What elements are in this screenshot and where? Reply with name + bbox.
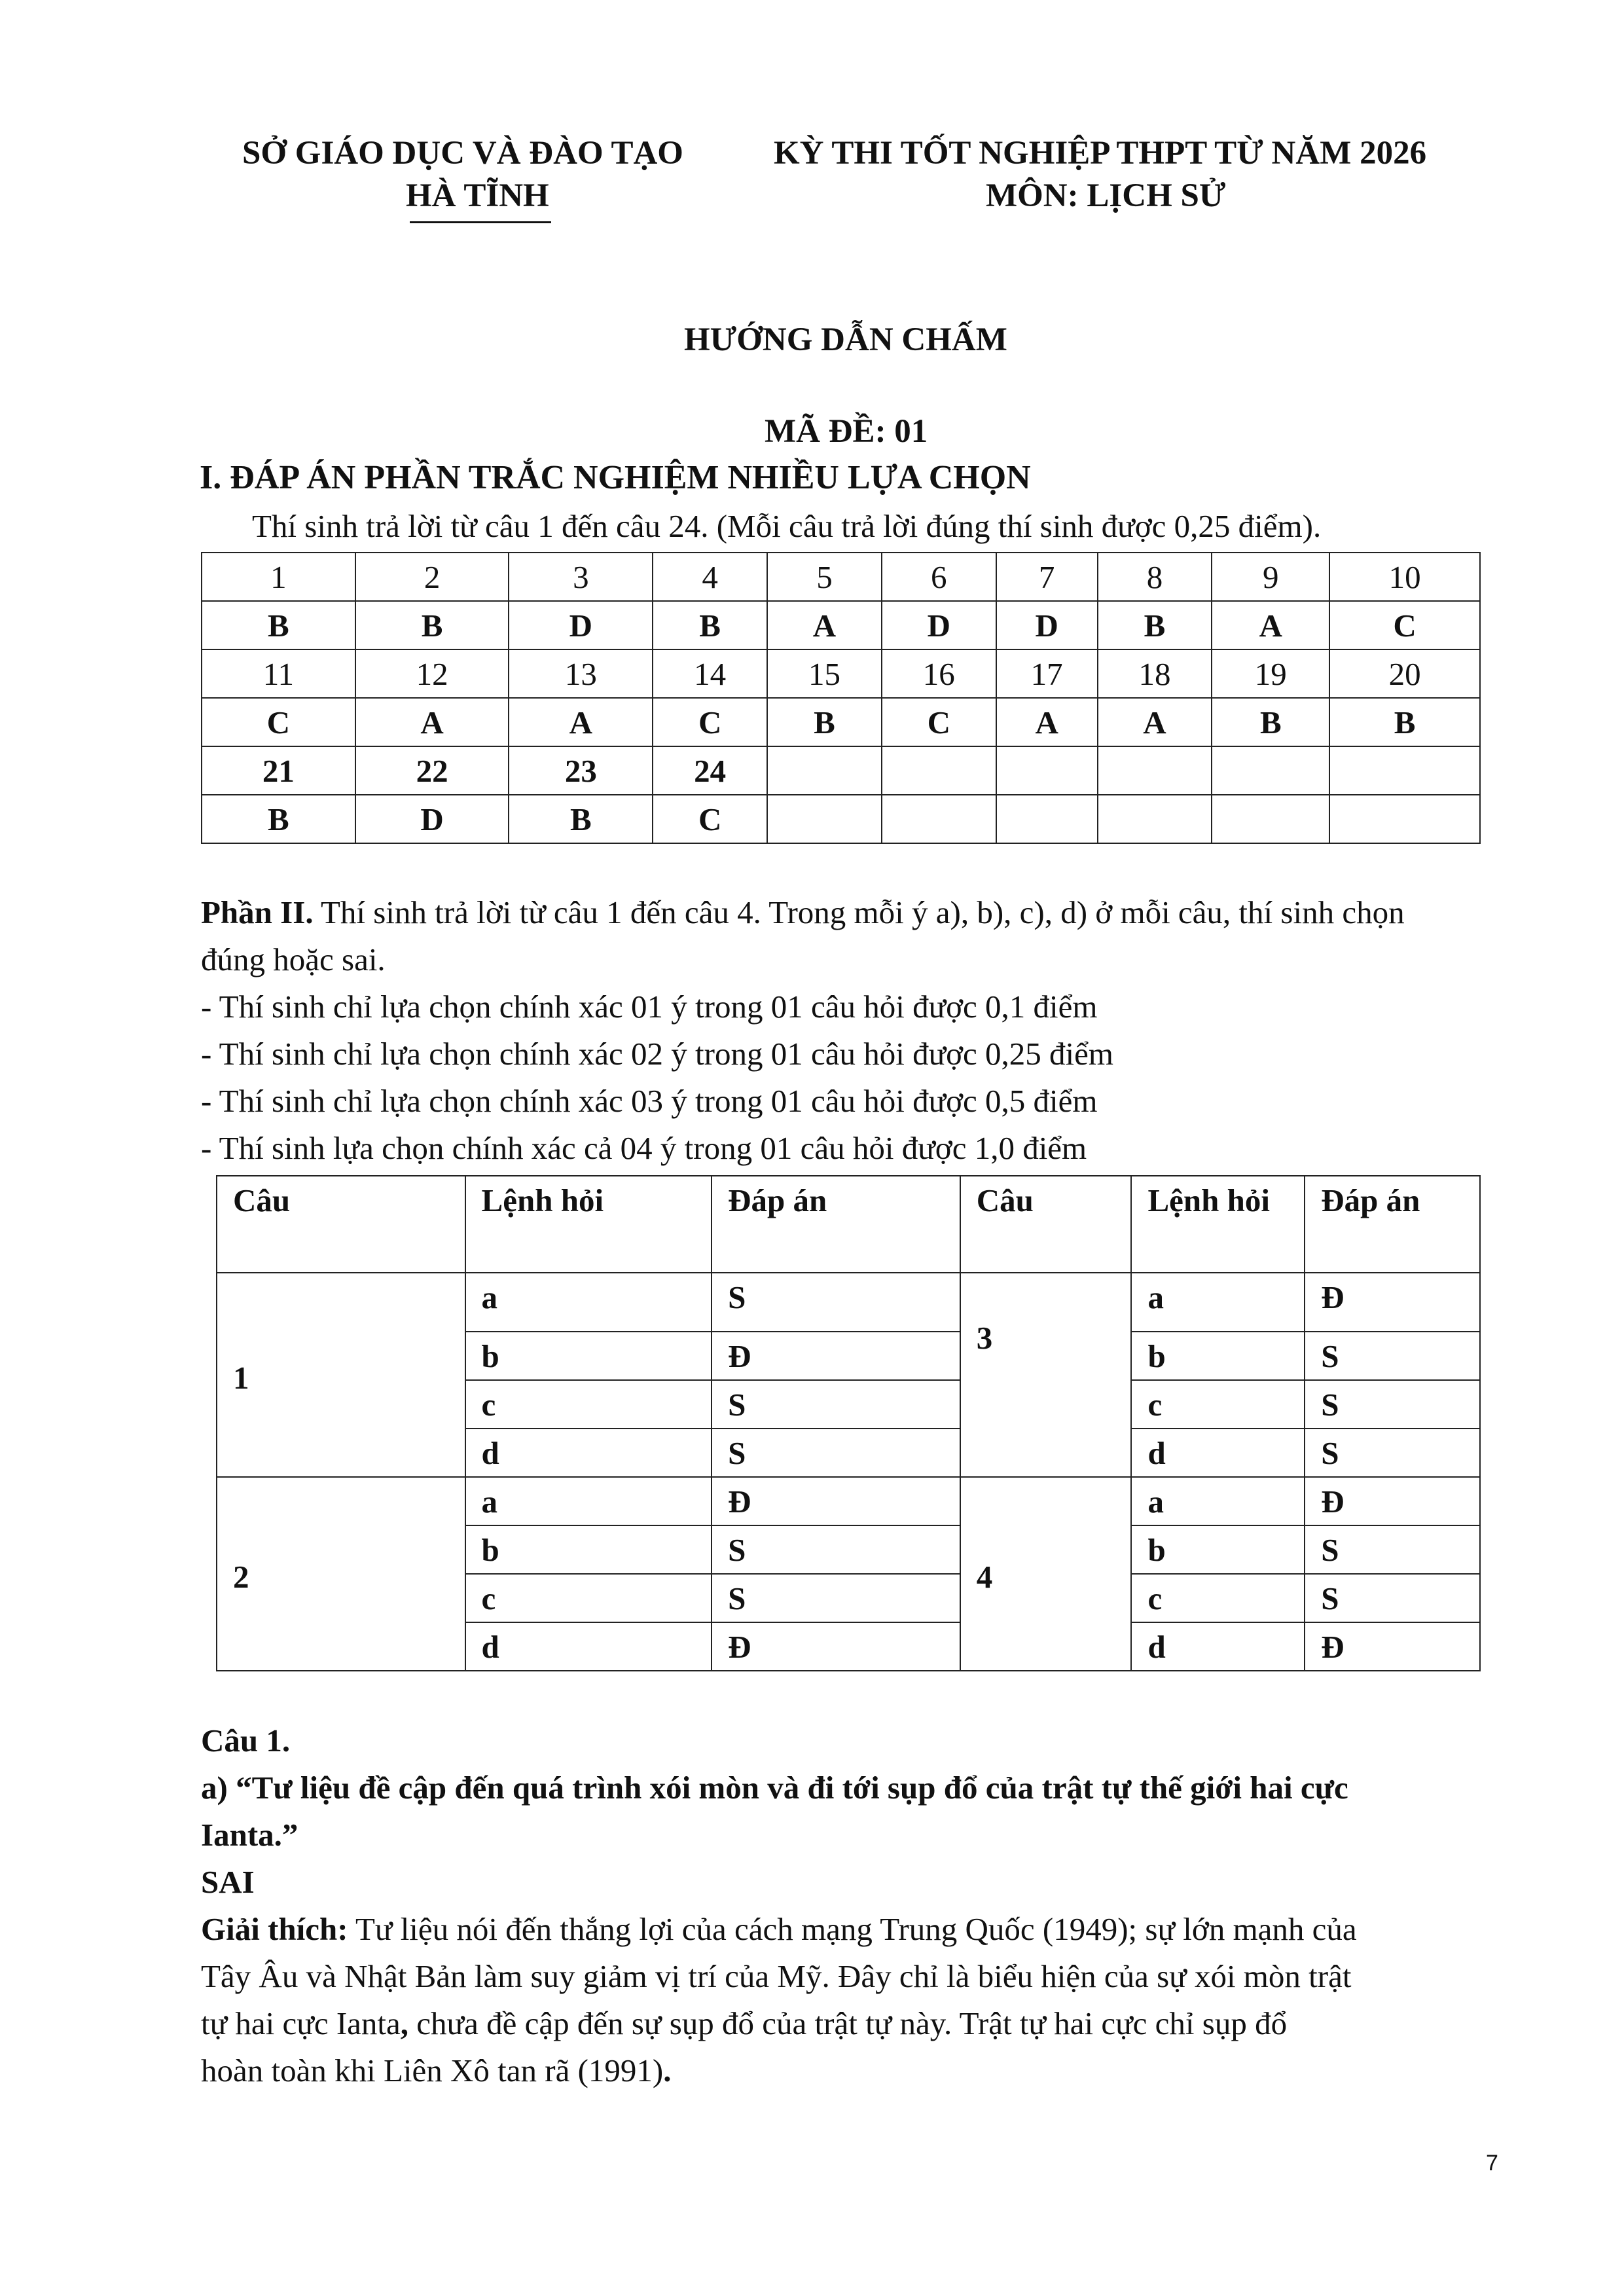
question-number-cell: 14 [653,649,767,698]
header-cell: Câu [960,1176,1132,1273]
answer-cell: C [653,795,767,843]
question-number-cell: 12 [355,649,509,698]
question-number: 1 [217,1273,465,1477]
item-letter: b [465,1525,712,1574]
scoring-rule: - Thí sinh chỉ lựa chọn chính xác 01 ý trong 01 câu hỏi được 0,1 điểm [201,989,1098,1025]
item-answer: Đ [1305,1477,1480,1525]
question-number-cell [1212,746,1329,795]
subject-name: MÔN: LỊCH SỬ [986,177,1226,214]
verdict: SAI [201,1864,255,1900]
explanation-period: . [663,2052,672,2088]
item-answer: S [1305,1429,1480,1477]
item-answer: Đ [1305,1622,1480,1671]
answer-cell [882,795,996,843]
question-number-cell: 3 [509,553,653,601]
question-number-cell: 23 [509,746,653,795]
answer-cell: D [509,601,653,649]
question-number-cell: 8 [1098,553,1212,601]
answer-cell: A [996,698,1098,746]
answer-cell: D [355,795,509,843]
question-number-cell [1098,746,1212,795]
question-number-cell [882,746,996,795]
item-answer: S [712,1574,960,1622]
department-name: SỞ GIÁO DỤC VÀ ĐÀO TẠO [242,135,683,172]
explanation-line [201,2052,671,2089]
question-number-cell: 6 [882,553,996,601]
question-number-cell: 13 [509,649,653,698]
question-number-cell: 1 [202,553,355,601]
question-number-cell: 2 [355,553,509,601]
province-name: HÀ TĨNH [406,177,549,214]
answer-cell: B [1212,698,1329,746]
province-underline [410,221,551,223]
scoring-rule: - Thí sinh chỉ lựa chọn chính xác 02 ý trong 01 câu hỏi được 0,25 điểm [201,1036,1114,1072]
item-letter: a [465,1273,712,1332]
question-number-cell: 7 [996,553,1098,601]
question-number-cell: 19 [1212,649,1329,698]
header-cell: Đáp án [712,1176,960,1273]
answer-cell: A [1212,601,1329,649]
answer-cell: B [653,601,767,649]
explanation-line [201,2005,1287,2042]
answer-cell [767,795,882,843]
header-cell: Lệnh hỏi [1131,1176,1305,1273]
explanation-text: chưa đề cập đến sự sụp đổ của trật tự này. Trật tự hai cực chỉ sụp đổ [408,2005,1288,2041]
item-letter: b [1131,1332,1305,1380]
item-answer: S [1305,1525,1480,1574]
item-answer: Đ [712,1332,960,1380]
exam-name: KỲ THI TỐT NGHIỆP THPT TỪ NĂM 2026 [774,135,1427,172]
answer-row [202,698,1480,746]
question-number-cell: 9 [1212,553,1329,601]
answer-cell: A [767,601,882,649]
answer-row [202,601,1480,649]
answer-cell: C [1329,601,1480,649]
question-number-cell: 15 [767,649,882,698]
question-number: 4 [960,1477,1132,1671]
answer-cell [1212,795,1329,843]
item-letter: c [465,1574,712,1622]
answer-cell: A [355,698,509,746]
item-letter: b [1131,1525,1305,1574]
item-letter: d [465,1622,712,1671]
item-answer: Đ [712,1477,960,1525]
item-answer: Đ [712,1622,960,1671]
item-answer: Đ [1305,1273,1480,1332]
question-number-cell: 24 [653,746,767,795]
page-title: HƯỚNG DẪN CHẤM [684,321,1007,358]
question-number-row [202,553,1480,601]
item-letter: a [465,1477,712,1525]
question-number: 2 [217,1477,465,1671]
header-cell: Đáp án [1305,1176,1480,1273]
question-number-cell [767,746,882,795]
answer-cell: B [355,601,509,649]
question-number-row [202,649,1480,698]
item-letter: d [465,1429,712,1477]
question-number-cell: 11 [202,649,355,698]
part1-heading: I. ĐÁP ÁN PHẦN TRẮC NGHIỆM NHIỀU LỰA CHỌN [200,459,1031,496]
question-number-cell: 20 [1329,649,1480,698]
part2-intro-cont: đúng hoặc sai. [201,941,386,977]
answer-cell: A [509,698,653,746]
explanation-label: Giải thích: [201,1911,348,1947]
part1-instruction: Thí sinh trả lời từ câu 1 đến câu 24. (Mỗi câu trả lời đúng thí sinh được 0,25 điểm). [252,508,1322,544]
question-number-cell: 5 [767,553,882,601]
question-number: 3 [960,1273,1132,1477]
answer-cell: B [1098,601,1212,649]
item-answer: S [712,1525,960,1574]
answer-cell [1098,795,1212,843]
answer-cell: B [1329,698,1480,746]
item-letter: b [465,1332,712,1380]
explanation-text: Tư liệu nói đến thắng lợi của cách mạng Trung Quốc (1949); sự lớn mạnh của [348,1911,1357,1947]
question-number-row [202,746,1480,795]
statement-line: Ianta.” [201,1817,298,1853]
answer-row [202,795,1480,843]
answer-cell: B [509,795,653,843]
explanation-line [201,1910,1357,1948]
question-number-cell: 10 [1329,553,1480,601]
item-answer: S [1305,1332,1480,1380]
answer-cell: C [653,698,767,746]
item-letter: a [1131,1477,1305,1525]
question-number-cell [996,746,1098,795]
item-letter: c [465,1380,712,1429]
answer-cell [1329,795,1480,843]
explanation-comma: , [400,2005,409,2041]
scoring-rule: - Thí sinh chỉ lựa chọn chính xác 03 ý trong 01 câu hỏi được 0,5 điểm [201,1083,1098,1119]
question-number-cell: 18 [1098,649,1212,698]
explanation-text: tự hai cực Ianta [201,2005,401,2041]
part2-intro-text: Thí sinh trả lời từ câu 1 đến câu 4. Trong mỗi ý a), b), c), d) ở mỗi câu, thí sinh chọn [313,894,1405,930]
explanation-heading: Câu 1. [201,1722,291,1758]
header-cell: Câu [217,1176,465,1273]
question-number-cell: 4 [653,553,767,601]
explanation-line: Tây Âu và Nhật Bản làm suy giảm vị trí của Mỹ. Đây chỉ là biểu hiện của sự xói mòn trật [201,1958,1352,1994]
question-number-cell: 16 [882,649,996,698]
header-cell: Lệnh hỏi [465,1176,712,1273]
item-answer: S [712,1273,960,1332]
item-letter: a [1131,1273,1305,1332]
answer-cell: D [882,601,996,649]
item-letter: d [1131,1622,1305,1671]
statement-line: a) “Tư liệu đề cập đến quá trình xói mòn và đi tới sụp đổ của trật tự thế giới hai cực [201,1770,1348,1806]
answer-cell: B [767,698,882,746]
answer-cell: B [202,601,355,649]
true-false-answer-table [216,1175,1481,1671]
part2-label: Phần II. [201,894,314,930]
question-number-cell: 21 [202,746,355,795]
answer-cell: A [1098,698,1212,746]
answer-cell: C [882,698,996,746]
item-answer: S [1305,1574,1480,1622]
question-number-cell: 22 [355,746,509,795]
item-answer: S [712,1429,960,1477]
item-letter: d [1131,1429,1305,1477]
mcq-answer-table [201,552,1481,844]
item-letter: c [1131,1380,1305,1429]
question-number-cell: 17 [996,649,1098,698]
scoring-rule: - Thí sinh lựa chọn chính xác cả 04 ý trong 01 câu hỏi được 1,0 điểm [201,1130,1087,1166]
exam-code: MÃ ĐỀ: 01 [765,413,928,450]
page-number: 7 [1486,2151,1498,2176]
answer-cell: C [202,698,355,746]
question-number-cell [1329,746,1480,795]
answer-cell: B [202,795,355,843]
answer-cell [996,795,1098,843]
item-answer: S [712,1380,960,1429]
explanation-text: hoàn toàn khi Liên Xô tan rã (1991) [201,2052,664,2088]
item-answer: S [1305,1380,1480,1429]
item-letter: c [1131,1574,1305,1622]
part2-intro [201,894,1405,931]
answer-cell: D [996,601,1098,649]
